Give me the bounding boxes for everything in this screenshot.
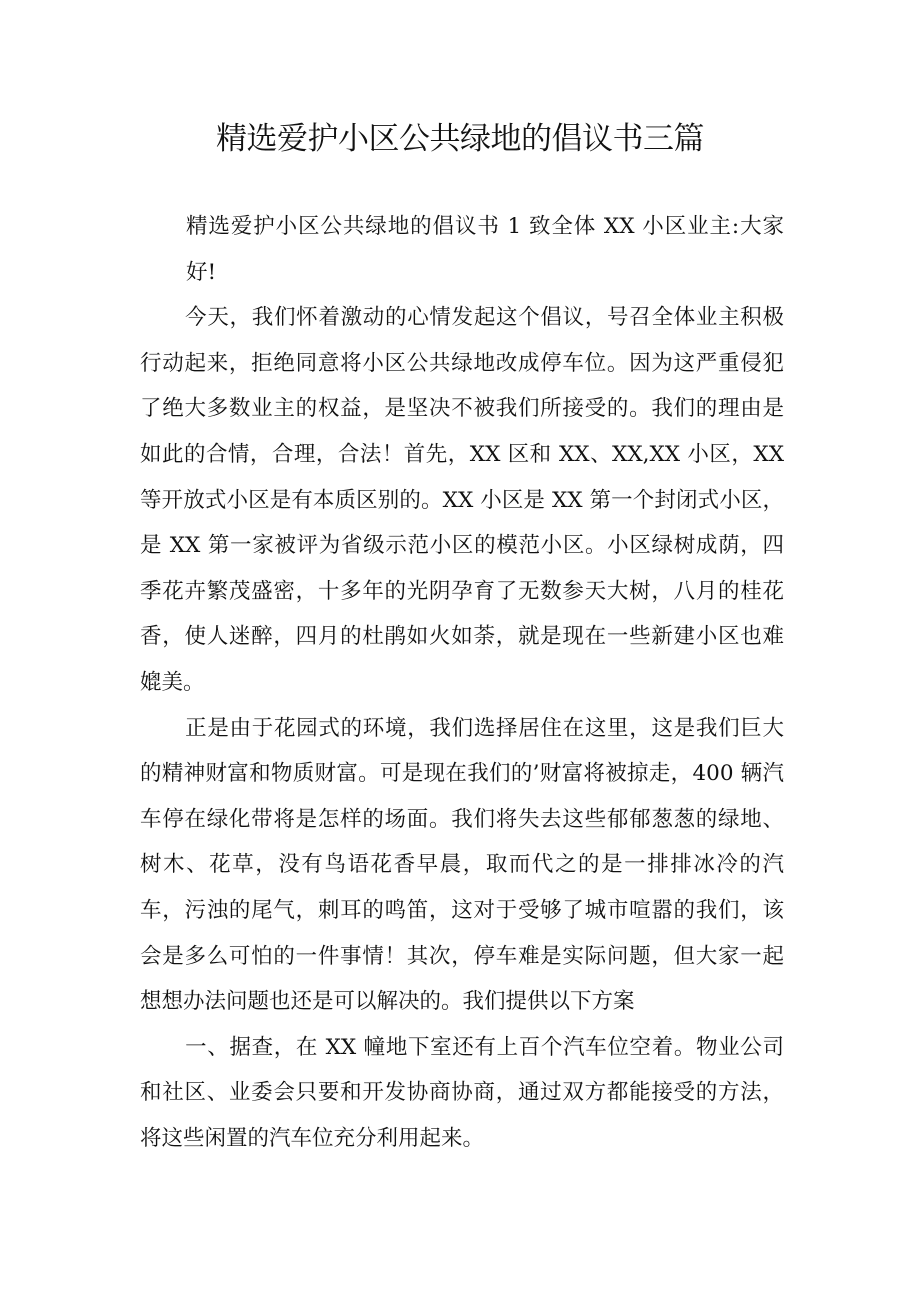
document-body <box>140 204 784 1161</box>
document-title: 精选爱护小区公共绿地的倡议书三篇 <box>216 121 704 157</box>
paragraph-reasons: 今天，我们怀着激动的心情发起这个倡议，号召全体业主积极行动起来，拒绝同意将小区公共绿地改成停车位。因为这严重侵犯了绝大多数业主的权益，是坚决不被我们所接受的。我们的理由是如此的合情，合理，合法！首先，XX 区和 XX、XX,XX 小区，XX 等开放式小区是有本质区别的。XX 小区是 XX 第一个封闭式小区，是 XX 第一家被评为省级示范小区的模范小区。小区绿树成荫，四季花卉繁茂盛密，十多年的光阴孕育了无数参天大树，八月的桂花香，使人迷醉，四月的杜鹃如火如荼，就是现在一些新建小区也难媲美。 <box>140 305 784 695</box>
paragraph-proposal-one: 一、据查，在 XX 幢地下室还有上百个汽车位空着。物业公司和社区、业委会只要和开发协商协商，通过双方都能接受的方法，将这些闲置的汽车位充分利用起来。 <box>140 1034 784 1151</box>
paragraph-greeting: 精选爱护小区公共绿地的倡议书 1 致全体 XX 小区业主:大家好! <box>186 214 784 285</box>
paragraph-environment: 正是由于花园式的环境，我们选择居住在这里，这是我们巨大的精神财富和物质财富。可是现在我们的’财富将被掠走，400 辆汽车停在绿化带将是怎样的场面。我们将失去这些郁郁葱葱的绿地、树木、花草，没有鸟语花香早晨，取而代之的是一排排冰冷的汽车，污浊的尾气，刺耳的鸣笛，这对于受够了城市喧嚣的我们，该会是多么可怕的一件事情！其次，停车难是实际问题，但大家一起想想办法问题也还是可以解决的。我们提供以下方案 <box>140 715 784 1015</box>
